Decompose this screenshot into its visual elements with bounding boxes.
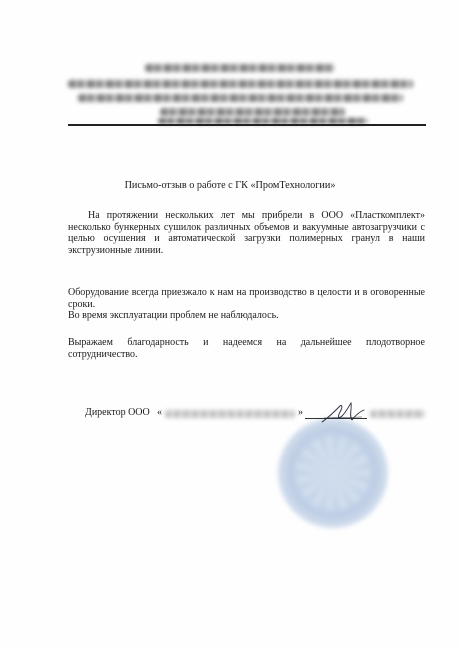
signature-quote-close: » xyxy=(298,407,303,418)
blurred-director-name xyxy=(370,410,425,418)
letter-title: Письмо-отзыв о работе с ГК «ПромТехнологии» xyxy=(124,180,336,191)
signature-label: Директор ООО xyxy=(85,407,150,418)
paragraph-operation: Во время эксплуатации проблем не наблюдалось. xyxy=(68,310,279,321)
letterhead-divider xyxy=(68,124,426,126)
paragraph-purchase: На протяжении нескольких лет мы прибрели в ООО «Пласткомплект» несколько бункерных сушилок различных объемов и вакуумные автозагрузчики с целью осушения и автоматической загрузки полимерных гранул в наши экструзионные линии. xyxy=(68,210,425,256)
letterhead-line-contacts xyxy=(160,108,345,116)
blurred-letterhead xyxy=(60,58,420,122)
signature-quote-open: « xyxy=(157,407,162,418)
letterhead-line-company xyxy=(145,64,335,72)
letterhead-line-requisites xyxy=(78,94,403,102)
paragraph-gratitude: Выражаем благодарность и надеемся на дальнейшее плодотворное сотрудничество. xyxy=(68,337,425,360)
letterhead-line-address xyxy=(68,80,413,88)
paragraph-delivery: Оборудование всегда приезжало к нам на производство в целости и в оговоренные сроки. xyxy=(68,287,425,310)
blurred-stamp-inner xyxy=(296,436,370,510)
handwritten-signature xyxy=(318,398,368,428)
blurred-company-name xyxy=(165,410,295,418)
